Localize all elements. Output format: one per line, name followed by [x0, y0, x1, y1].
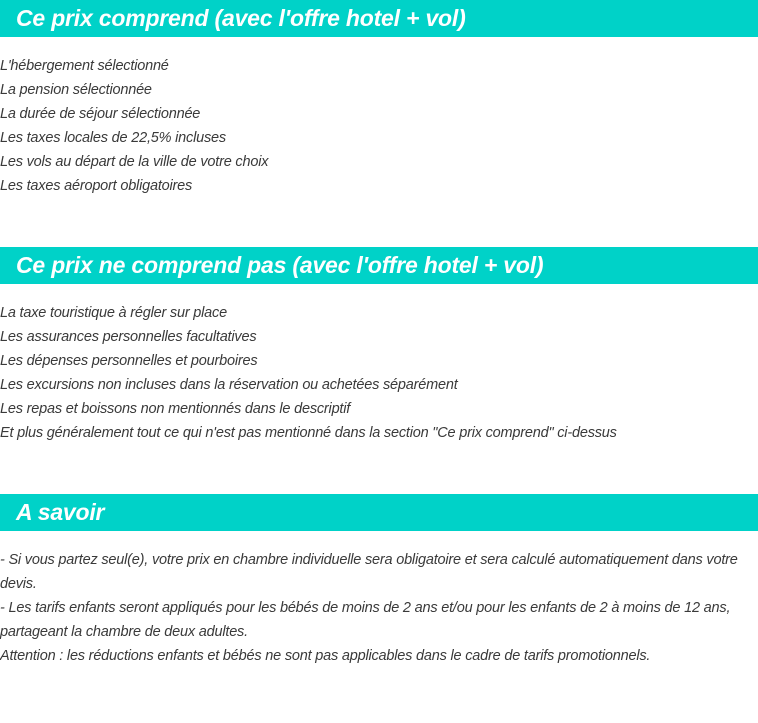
includes-header: [0, 0, 758, 37]
includes-item: Les taxes locales de 22,5% incluses: [0, 130, 226, 146]
includes-item: Les vols au départ de la ville de votre choix: [0, 154, 269, 170]
info-paragraph: Attention : les réductions enfants et bébés ne sont pas applicables dans le cadre de tarifs promotionnels.: [0, 648, 651, 664]
excludes-list: [0, 284, 758, 445]
includes-item: L'hébergement sélectionné: [0, 58, 169, 74]
info-header: [0, 494, 758, 531]
info-paragraph: - Si vous partez seul(e), votre prix en chambre individuelle sera obligatoire et sera calculé automatiquement dans votre devis.: [0, 552, 738, 592]
includes-item: Les taxes aéroport obligatoires: [0, 178, 193, 194]
excludes-item: Les excursions non incluses dans la réservation ou achetées séparément: [0, 377, 458, 393]
excludes-item: Et plus généralement tout ce qui n'est pas mentionné dans la section "Ce prix comprend" ci-dessus: [0, 425, 617, 441]
info-title: A savoir: [16, 499, 105, 525]
includes-item: La durée de séjour sélectionnée: [0, 106, 201, 122]
excludes-section: [0, 247, 758, 445]
excludes-item: Les dépenses personnelles et pourboires: [0, 353, 258, 369]
includes-title: Ce prix comprend (avec l'offre hotel + vol): [16, 5, 466, 31]
excludes-item: La taxe touristique à régler sur place: [0, 305, 227, 321]
excludes-title: Ce prix ne comprend pas (avec l'offre hotel + vol): [16, 252, 544, 278]
includes-item: La pension sélectionnée: [0, 82, 152, 98]
includes-section: [0, 0, 758, 198]
excludes-header: [0, 247, 758, 284]
info-body: [0, 531, 758, 668]
info-paragraph: - Les tarifs enfants seront appliqués pour les bébés de moins de 2 ans et/ou pour les enfants de 2 à moins de 12 ans, partageant la chambre de deux adultes.: [0, 600, 731, 640]
excludes-item: Les assurances personnelles facultatives: [0, 329, 257, 345]
excludes-item: Les repas et boissons non mentionnés dans le descriptif: [0, 401, 351, 417]
info-section: [0, 494, 758, 668]
includes-list: [0, 37, 758, 198]
